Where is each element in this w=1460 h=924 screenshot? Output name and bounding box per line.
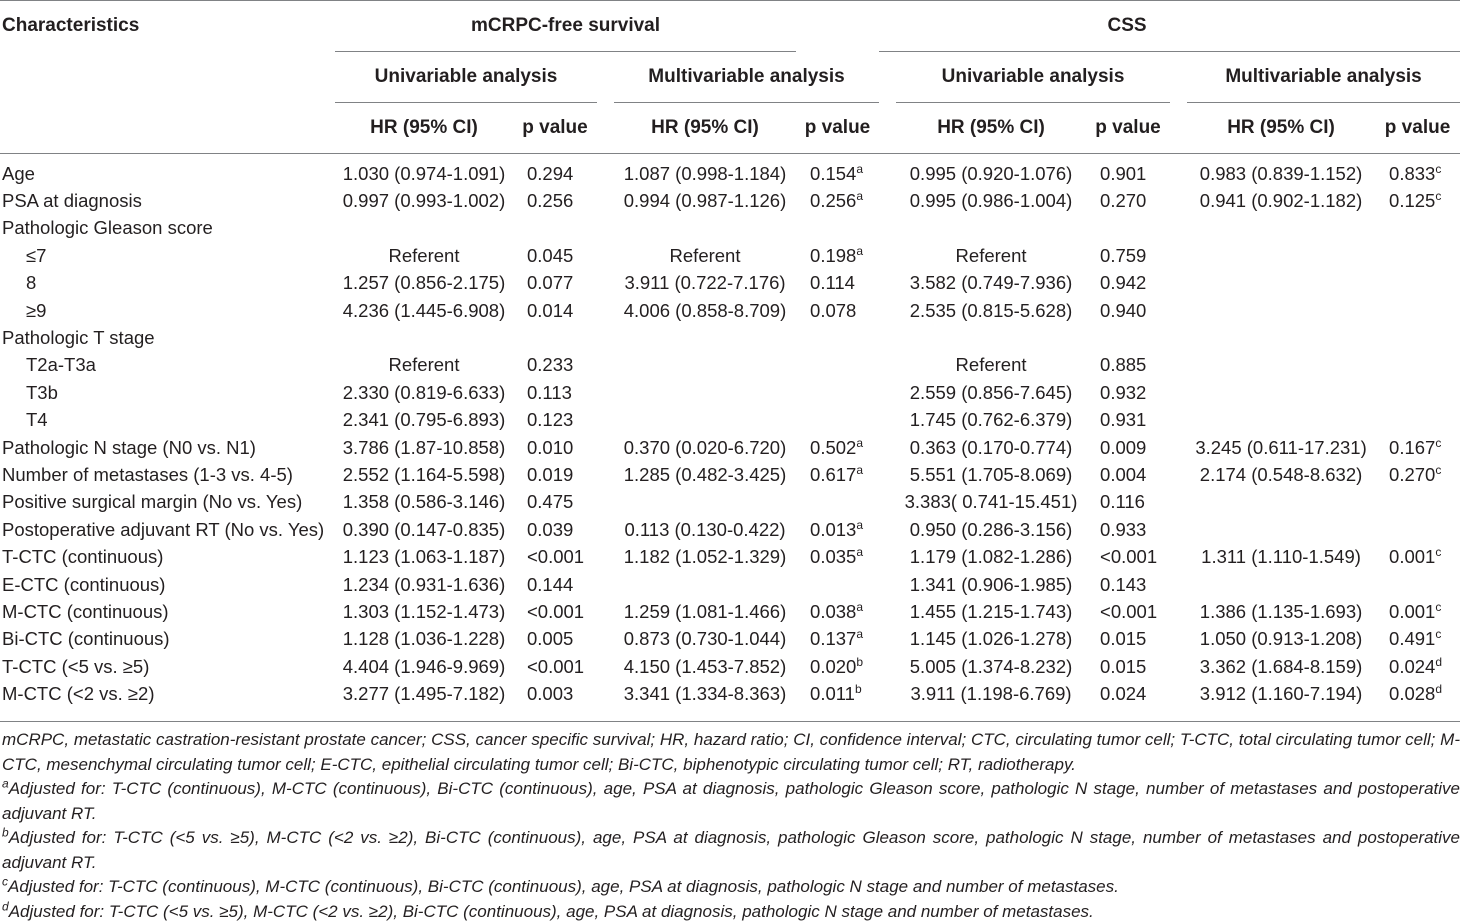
table-row [0,270,1460,297]
hr-cell [1187,571,1375,598]
p-header: p value [513,103,597,154]
p-cell [1375,407,1460,434]
hr-cell: Referent [896,352,1086,379]
p-cell [1375,324,1460,351]
hr-header: HR (95% CI) [1187,103,1375,154]
row-label: Positive surgical margin (No vs. Yes) [0,489,322,516]
hr-cell [1187,242,1375,269]
table-row [0,187,1460,214]
row-label: M-CTC (<2 vs. ≥2) [0,680,322,711]
p-cell [796,407,879,434]
footnote-abbreviations: mCRPC, metastatic castration-resistant prostate cancer; CSS, cancer specific survival; HR, hazard ratio; CI, confidence interval; CTC, circulating tumor cell; T-CTC, total circulating tumor cell; M-CTC, mesenchymal circulating tumor cell; E-CTC, epithelial circulating tumor cell; Bi-CTC, biphenotypic circulating tumor cell; RT, radiotherapy. [0,728,1460,777]
hr-cell: 2.559 (0.856-7.645) [896,379,1086,406]
hr-cell [1187,407,1375,434]
hr-cell: 2.341 (0.795-6.893) [335,407,513,434]
p-cell: 0.078 [796,297,879,324]
p-header: p value [1375,103,1460,154]
p-cell [513,324,597,351]
hr-cell: 1.179 (1.082-1.286) [896,543,1086,570]
p-cell: 0.942 [1086,270,1170,297]
p-cell: 0.198$^a$ [796,242,879,269]
p-cell [796,324,879,351]
hr-cell: 0.113 (0.130-0.422) [614,516,796,543]
hr-cell: 0.995 (0.986-1.004) [896,187,1086,214]
hr-cell: 1.285 (0.482-3.425) [614,461,796,488]
hr-cell: Referent [896,242,1086,269]
hr-cell: 0.390 (0.147-0.835) [335,516,513,543]
p-cell: 0.113 [513,379,597,406]
hr-cell: 1.145 (1.026-1.278) [896,626,1086,653]
hr-cell [335,215,513,242]
p-cell: <0.001 [1086,598,1170,625]
p-cell: 0.256$^a$ [796,187,879,214]
p-cell: 0.004 [1086,461,1170,488]
p-cell: 0.011$^b$ [796,680,879,711]
hr-cell [614,215,796,242]
p-cell: 0.035$^a$ [796,543,879,570]
hr-cell: 3.911 (1.198-6.769) [896,680,1086,711]
p-cell: 0.125$^c$ [1375,187,1460,214]
header-row-1 [0,1,1460,52]
table-row [0,680,1460,711]
p-cell: 0.028$^d$ [1375,680,1460,711]
table-row [0,489,1460,516]
hr-cell: 3.383( 0.741-15.451) [896,489,1086,516]
table-row [0,543,1460,570]
row-label: Pathologic Gleason score [0,215,322,242]
hr-cell: 3.786 (1.87-10.858) [335,434,513,461]
hr-cell: 1.128 (1.036-1.228) [335,626,513,653]
p-cell [1086,324,1170,351]
table-footnotes [0,721,1460,924]
table-row [0,598,1460,625]
css-uni-header: Univariable analysis [896,52,1170,103]
p-cell: 0.077 [513,270,597,297]
table-row [0,516,1460,543]
p-cell [796,379,879,406]
row-label: T3b [0,379,322,406]
p-cell: 0.038$^a$ [796,598,879,625]
table-row [0,653,1460,680]
hr-cell: 3.277 (1.495-7.182) [335,680,513,711]
hr-cell: 2.174 (0.548-8.632) [1187,461,1375,488]
mcrpc-header: mCRPC-free survival [335,1,796,52]
p-cell [1375,297,1460,324]
hr-cell: 3.911 (0.722-7.176) [614,270,796,297]
p-cell: 0.491$^c$ [1375,626,1460,653]
hr-cell: 0.950 (0.286-3.156) [896,516,1086,543]
hr-cell: 3.245 (0.611-17.231) [1187,434,1375,461]
hr-cell: 4.404 (1.946-9.969) [335,653,513,680]
p-cell: 0.617$^a$ [796,461,879,488]
hr-cell: 2.535 (0.815-5.628) [896,297,1086,324]
hr-cell [1187,215,1375,242]
hr-cell: Referent [335,242,513,269]
hr-cell: 1.745 (0.762-6.379) [896,407,1086,434]
p-cell: 0.005 [513,626,597,653]
hr-cell: Referent [335,352,513,379]
p-cell: 0.759 [1086,242,1170,269]
hr-cell: 1.358 (0.586-3.146) [335,489,513,516]
hr-cell: 0.994 (0.987-1.126) [614,187,796,214]
p-cell: 0.024 [1086,680,1170,711]
p-cell: 0.885 [1086,352,1170,379]
p-cell: 0.010 [513,434,597,461]
p-cell: <0.001 [513,543,597,570]
characteristics-header: Characteristics [0,1,322,52]
hr-cell: Referent [614,242,796,269]
p-cell: 0.143 [1086,571,1170,598]
footnote-b: $^b$Adjusted for: T-CTC (<5 vs. ≥5), M-CTC (<2 vs. ≥2), Bi-CTC (continuous), age, PSA at diagnosis, pathologic Gleason score, pathologic N stage, number of metastases and postoperative adjuvant RT. [0,826,1460,875]
hr-cell: 0.941 (0.902-1.182) [1187,187,1375,214]
p-cell [1375,379,1460,406]
hr-cell [614,489,796,516]
mcrpc-uni-header: Univariable analysis [335,52,597,103]
table-row [0,352,1460,379]
hr-cell: 0.995 (0.920-1.076) [896,154,1086,188]
p-cell [796,352,879,379]
hr-cell: 1.030 (0.974-1.091) [335,154,513,188]
hr-cell: 1.087 (0.998-1.184) [614,154,796,188]
hr-cell [1187,489,1375,516]
hr-cell: 1.455 (1.215-1.743) [896,598,1086,625]
p-cell: <0.001 [513,653,597,680]
hr-cell [1187,324,1375,351]
p-cell: 0.015 [1086,653,1170,680]
row-label: T4 [0,407,322,434]
hr-cell: 5.005 (1.374-8.232) [896,653,1086,680]
p-cell: 0.001$^c$ [1375,543,1460,570]
hr-cell: 0.983 (0.839-1.152) [1187,154,1375,188]
footnote-a: $^a$Adjusted for: T-CTC (continuous), M-CTC (continuous), Bi-CTC (continuous), age, PSA at diagnosis, pathologic Gleason score, pathologic N stage, number of metastases and postoperative adjuvant RT. [0,777,1460,826]
p-cell: 0.294 [513,154,597,188]
p-cell: 0.233 [513,352,597,379]
p-cell: 0.116 [1086,489,1170,516]
p-cell: 0.114 [796,270,879,297]
p-cell [513,215,597,242]
p-cell: 0.270$^c$ [1375,461,1460,488]
hr-header: HR (95% CI) [896,103,1086,154]
p-cell: 0.833$^c$ [1375,154,1460,188]
p-cell: 0.020$^b$ [796,653,879,680]
css-header: CSS [879,1,1375,52]
p-cell: 0.123 [513,407,597,434]
hr-cell: 0.370 (0.020-6.720) [614,434,796,461]
hr-cell [896,215,1086,242]
hr-cell: 1.311 (1.110-1.549) [1187,543,1375,570]
p-cell: 0.256 [513,187,597,214]
row-label: ≤7 [0,242,322,269]
hr-cell: 1.050 (0.913-1.208) [1187,626,1375,653]
p-cell [1375,571,1460,598]
p-cell: 0.024$^d$ [1375,653,1460,680]
table-row [0,154,1460,188]
mcrpc-multi-header: Multivariable analysis [614,52,879,103]
hr-cell: 1.123 (1.063-1.187) [335,543,513,570]
p-cell: 0.901 [1086,154,1170,188]
p-cell: 0.154$^a$ [796,154,879,188]
hr-cell: 1.257 (0.856-2.175) [335,270,513,297]
hr-cell: 0.997 (0.993-1.002) [335,187,513,214]
table-row [0,297,1460,324]
p-cell: 0.167$^c$ [1375,434,1460,461]
p-cell [796,215,879,242]
row-label: Number of metastases (1-3 vs. 4-5) [0,461,322,488]
p-cell: 0.137$^a$ [796,626,879,653]
table-row [0,626,1460,653]
p-cell [796,489,879,516]
table-row [0,324,1460,351]
p-cell: 0.014 [513,297,597,324]
hr-cell [1187,297,1375,324]
p-cell [1375,270,1460,297]
table-row [0,215,1460,242]
hr-header: HR (95% CI) [614,103,796,154]
hr-cell: 4.006 (0.858-8.709) [614,297,796,324]
hr-cell [614,379,796,406]
p-header: p value [1086,103,1170,154]
table-row [0,242,1460,269]
row-label: PSA at diagnosis [0,187,322,214]
row-label: Age [0,154,322,188]
p-cell: 0.932 [1086,379,1170,406]
p-cell [1086,215,1170,242]
p-header: p value [796,103,879,154]
hr-cell [1187,270,1375,297]
hr-cell: 3.341 (1.334-8.363) [614,680,796,711]
p-cell [1375,242,1460,269]
p-cell: 0.019 [513,461,597,488]
row-label: E-CTC (continuous) [0,571,322,598]
hr-cell [1187,516,1375,543]
hr-cell: 1.386 (1.135-1.693) [1187,598,1375,625]
table-row [0,571,1460,598]
p-cell: 0.045 [513,242,597,269]
row-label: T-CTC (<5 vs. ≥5) [0,653,322,680]
p-cell: 0.933 [1086,516,1170,543]
hr-cell: 5.551 (1.705-8.069) [896,461,1086,488]
p-cell: 0.009 [1086,434,1170,461]
p-cell: 0.931 [1086,407,1170,434]
hr-cell: 3.362 (1.684-8.159) [1187,653,1375,680]
p-cell [1375,489,1460,516]
hr-cell [1187,352,1375,379]
p-cell: 0.039 [513,516,597,543]
hr-header: HR (95% CI) [335,103,513,154]
hr-cell: 1.234 (0.931-1.636) [335,571,513,598]
p-cell [1375,215,1460,242]
row-label: Pathologic N stage (N0 vs. N1) [0,434,322,461]
hr-cell: 1.182 (1.052-1.329) [614,543,796,570]
hr-cell [1187,379,1375,406]
row-label: T2a-T3a [0,352,322,379]
p-cell: 0.013$^a$ [796,516,879,543]
table-row [0,461,1460,488]
css-multi-header: Multivariable analysis [1187,52,1460,103]
hr-cell: 1.303 (1.152-1.473) [335,598,513,625]
p-cell [1375,352,1460,379]
hr-cell: 0.873 (0.730-1.044) [614,626,796,653]
p-cell: 0.940 [1086,297,1170,324]
hr-cell: 4.236 (1.445-6.908) [335,297,513,324]
p-cell: <0.001 [1086,543,1170,570]
hr-cell [335,324,513,351]
row-label: ≥9 [0,297,322,324]
hr-cell: 1.259 (1.081-1.466) [614,598,796,625]
p-cell: 0.003 [513,680,597,711]
hr-cell [614,407,796,434]
p-cell: 0.144 [513,571,597,598]
p-cell: 0.475 [513,489,597,516]
p-cell: 0.015 [1086,626,1170,653]
hr-cell [614,324,796,351]
p-cell [1375,516,1460,543]
table-row [0,379,1460,406]
p-cell: 0.001$^c$ [1375,598,1460,625]
hr-cell [614,571,796,598]
p-cell [796,571,879,598]
row-label: Bi-CTC (continuous) [0,626,322,653]
hr-cell: 3.912 (1.160-7.194) [1187,680,1375,711]
header-row-3 [0,103,1460,154]
row-label: Postoperative adjuvant RT (No vs. Yes) [0,516,322,543]
row-label: 8 [0,270,322,297]
p-cell: 0.270 [1086,187,1170,214]
hr-cell: 4.150 (1.453-7.852) [614,653,796,680]
row-label: Pathologic T stage [0,324,322,351]
row-label: T-CTC (continuous) [0,543,322,570]
header-row-2 [0,52,1460,103]
hr-cell [614,352,796,379]
table-body [0,154,1460,712]
hr-cell [896,324,1086,351]
row-label: M-CTC (continuous) [0,598,322,625]
p-cell: <0.001 [513,598,597,625]
hr-cell: 2.330 (0.819-6.633) [335,379,513,406]
table-row [0,434,1460,461]
hr-cell: 0.363 (0.170-0.774) [896,434,1086,461]
hr-cell: 2.552 (1.164-5.598) [335,461,513,488]
table-row [0,407,1460,434]
hr-cell: 3.582 (0.749-7.936) [896,270,1086,297]
p-cell: 0.502$^a$ [796,434,879,461]
hr-cell: 1.341 (0.906-1.985) [896,571,1086,598]
footnote-d: $^d$Adjusted for: T-CTC (<5 vs. ≥5), M-CTC (<2 vs. ≥2), Bi-CTC (continuous), age, PSA at diagnosis, pathologic N stage and number of metastases. [0,900,1460,924]
footnote-c: $^c$Adjusted for: T-CTC (continuous), M-CTC (continuous), Bi-CTC (continuous), age, PSA at diagnosis, pathologic N stage and number of metastases. [0,875,1460,900]
